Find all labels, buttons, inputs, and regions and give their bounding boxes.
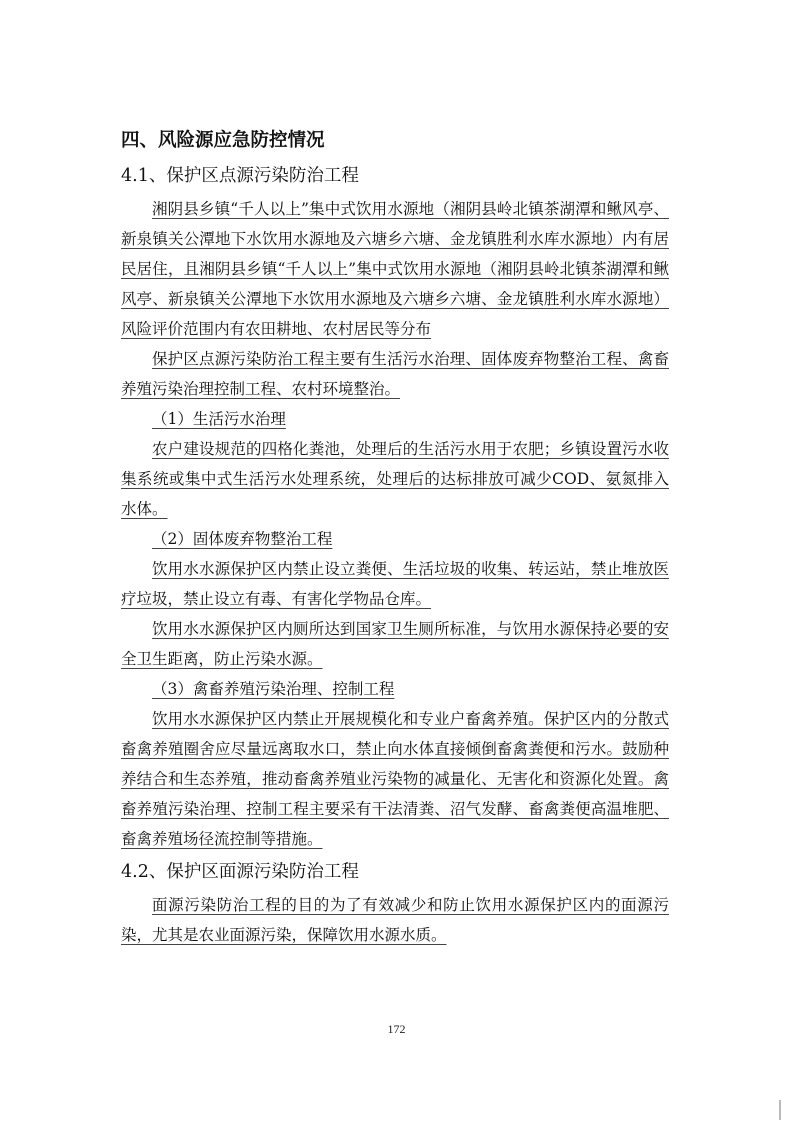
paragraph-point-source-overview: 保护区点源污染防治工程主要有生活污水治理、固体废弃物整治工程、禽畜养殖污染治理控制工程、农村环境整治。 — [121, 350, 669, 398]
paragraph-toilet-standard: 饮用水水源保护区内厕所达到国家卫生厕所标准，与饮用水源保持必要的安全卫生距离，防止污染水源。 — [121, 620, 669, 668]
subheading-livestock: （3）禽畜养殖污染治理、控制工程 — [152, 680, 395, 698]
page-content — [121, 126, 669, 950]
subheading-solid-waste: （2）固体废弃物整治工程 — [152, 530, 333, 548]
subheading-domestic-sewage: （1）生活污水治理 — [152, 410, 286, 428]
paragraph-nonpoint-source: 面源污染防治工程的目的为了有效减少和防止饮用水源保护区内的面源污染，尤其是农业面源污染，保障饮用水源水质。 — [121, 896, 669, 944]
page-number: 172 — [387, 1022, 406, 1036]
scan-edge-mark — [779, 1100, 781, 1120]
subsection-title-4-2: 4.2、保护区面源污染防治工程 — [121, 862, 359, 882]
paragraph-solid-waste-ban: 饮用水水源保护区内禁止设立粪便、生活垃圾的收集、转运站，禁止堆放医疗垃圾，禁止设立有毒、有害化学物品仓库。 — [121, 560, 669, 608]
paragraph-domestic-sewage: 农户建设规范的四格化粪池，处理后的生活污水用于农肥；乡镇设置污水收集系统或集中式生活污水处理系统，处理后的达标排放可减少COD、氨氮排入水体。 — [121, 440, 669, 518]
section-title: 四、风险源应急防控情况 — [121, 130, 325, 151]
paragraph-water-sources: 湘阴县乡镇“千人以上”集中式饮用水源地（湘阴县岭北镇茶湖潭和鳅风亭、新泉镇关公潭地下水饮用水源地及六塘乡六塘、金龙镇胜利水库水源地）内有居民居住，且湘阴县乡镇“千人以上”集中式饮用水源地（湘阴县岭北镇茶湖潭和鳅风亭、新泉镇关公潭地下水饮用水源地及六塘乡六塘、金龙镇胜利水库水源地）风险评价范围内有农田耕地、农村居民等分布 — [121, 200, 669, 338]
paragraph-livestock: 饮用水水源保护区内禁止开展规模化和专业户畜禽养殖。保护区内的分散式畜禽养殖圈舍应尽量远离取水口，禁止向水体直接倾倒畜禽粪便和污水。鼓励种养结合和生态养殖，推动畜禽养殖业污染物的减量化、无害化和资源化处置。禽畜养殖污染治理、控制工程主要采有干法清粪、沼气发酵、畜禽粪便高温堆肥、畜禽养殖场径流控制等措施。 — [121, 710, 669, 848]
subsection-title-4-1: 4.1、保护区点源污染防治工程 — [121, 166, 359, 186]
